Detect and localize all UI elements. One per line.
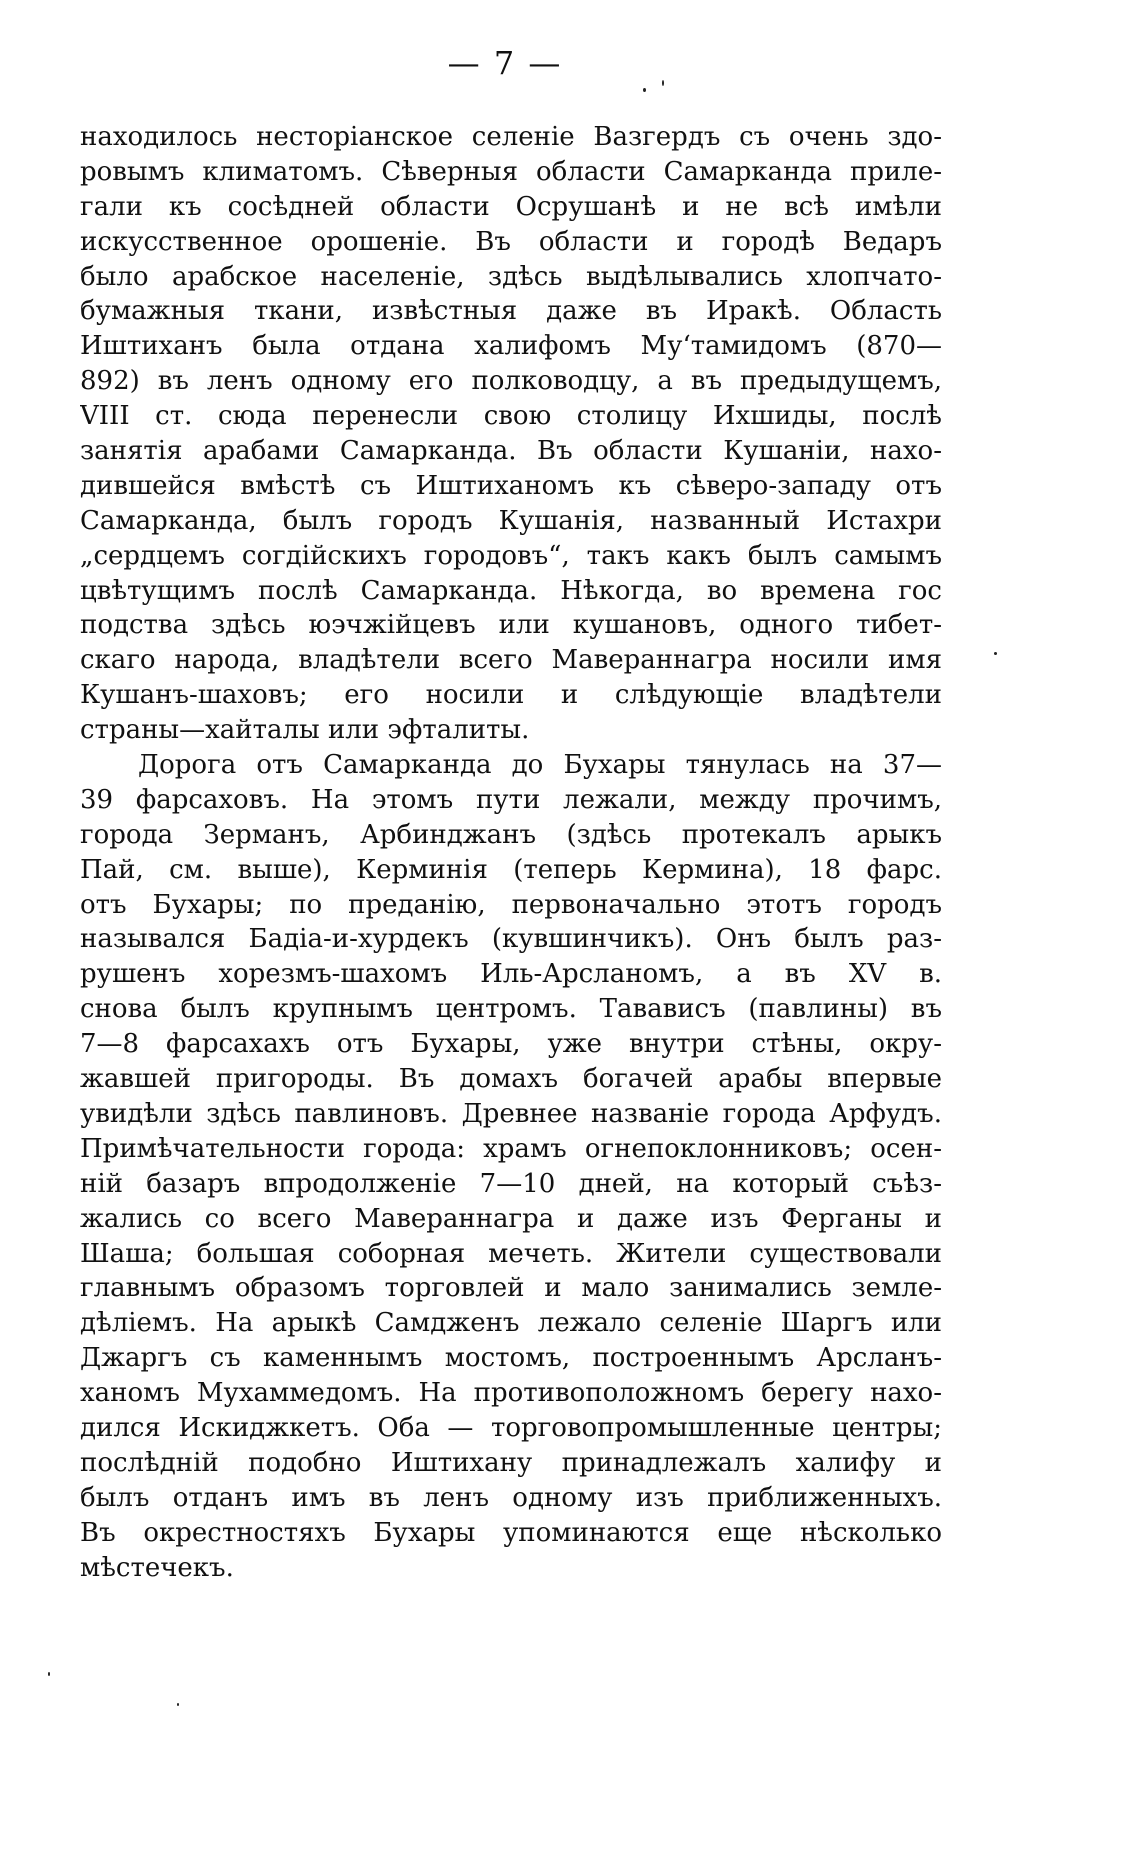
text-line: искусственное орошеніе. Въ области и городѣ Ведаръ: [80, 226, 942, 257]
text-line: Иштиханъ была отдана халифомъ Муʻтамидомъ (870—: [80, 331, 942, 362]
text-line: Самарканда, былъ городъ Кушанія, названный Истахри: [80, 505, 942, 536]
text-line: мѣстечекъ.: [80, 1552, 234, 1583]
text-line: жавшей пригороды. Въ домахъ богачей арабы впервые: [80, 1064, 942, 1095]
text-line: бумажныя ткани, извѣстныя даже въ Иракѣ. Область: [80, 296, 942, 327]
text-line: цвѣтущимъ послѣ Самарканда. Нѣкогда, во времена гос: [80, 575, 942, 606]
text-line: Джаргъ съ каменнымъ мостомъ, построеннымъ Арсланъ-: [80, 1343, 942, 1374]
text-line: 7—8 фарсахахъ отъ Бухары, уже внутри стѣны, окру-: [80, 1029, 942, 1060]
text-line: находилось несторіанское селеніе Вазгердъ съ очень здо-: [80, 122, 942, 152]
text-line: ній базаръ впродолженіе 7—10 дней, на который съѣз-: [80, 1168, 942, 1199]
text-line: рушенъ хорезмъ-шахомъ Иль-Арсланомъ, а въ XV в.: [80, 959, 942, 990]
text-line: былъ отданъ имъ въ ленъ одному изъ приближенныхъ.: [80, 1482, 942, 1513]
scan-speck: [643, 88, 646, 92]
text-line: ханомъ Мухаммедомъ. На противоположномъ берегу нахо-: [80, 1378, 942, 1409]
text-line: страны—хайталы или эфталиты.: [80, 715, 530, 746]
scan-speck: [177, 1703, 179, 1706]
text-line: VIII ст. сюда перенесли свою столицу Ихшиды, послѣ: [80, 401, 942, 432]
text-line: дился Искиджкетъ. Оба — торговопромышленные центры;: [80, 1412, 942, 1443]
text-line: Кушанъ-шаховъ; его носили и слѣдующіе владѣтели: [80, 680, 942, 711]
text-line: главнымъ образомъ торговлей и мало занимались земле-: [80, 1273, 942, 1304]
text-line: послѣдній подобно Иштихану принадлежалъ халифу и: [80, 1447, 942, 1478]
text-line: скаго народа, владѣтели всего Мавераннагра носили имя: [80, 645, 942, 676]
body-text: [80, 120, 942, 1585]
text-line: дившейся вмѣстѣ съ Иштиханомъ къ сѣверо-западу отъ: [80, 470, 942, 501]
text-line: города Зерманъ, Арбинджанъ (здѣсь протекалъ арыкъ: [80, 819, 942, 850]
text-line: увидѣли здѣсь павлиновъ. Древнее названіе города Арфудъ.: [80, 1098, 942, 1129]
text-line: гали къ сосѣдней области Осрушанѣ и не всѣ имѣли: [80, 191, 942, 222]
page-number: — 7 —: [447, 44, 563, 82]
paragraph-2: [80, 748, 942, 1585]
text-line: Въ окрестностяхъ Бухары упоминаются еще нѣсколько: [80, 1517, 942, 1548]
scan-speck: [48, 1672, 50, 1676]
text-line: „сердцемъ согдійскихъ городовъ“, такъ какъ былъ самымъ: [80, 540, 942, 571]
text-line: подства здѣсь юэчжійцевъ или кушановъ, одного тибет-: [80, 610, 942, 641]
text-line: 892) въ ленъ одному его полководцу, а въ предыдущемъ,: [80, 366, 942, 397]
text-line: снова былъ крупнымъ центромъ. Тавависъ (павлины) въ: [80, 994, 942, 1025]
text-line: назывался Бадіа-и-хурдекъ (кувшинчикъ). Онъ былъ раз-: [80, 924, 942, 955]
text-line: было арабское населеніе, здѣсь выдѣлывались хлопчато-: [80, 261, 942, 292]
text-line: 39 фарсаховъ. На этомъ пути лежали, между прочимъ,: [80, 784, 942, 815]
text-line: занятія арабами Самарканда. Въ области Кушаніи, нахо-: [80, 436, 942, 467]
scan-speck: [662, 80, 664, 86]
paragraph-1: [80, 120, 942, 748]
text-line: Дорога отъ Самарканда до Бухары тянулась на 37—: [138, 750, 942, 781]
text-line: отъ Бухары; по преданію, первоначально этотъ городъ: [80, 889, 942, 920]
text-line: Примѣчательности города: храмъ огнепоклонниковъ; осен-: [80, 1133, 942, 1164]
text-line: Шаша; большая соборная мечеть. Жители существовали: [80, 1238, 942, 1269]
scan-speck: [994, 652, 997, 655]
text-line: жались со всего Мавераннагра и даже изъ Ферганы и: [80, 1203, 942, 1234]
text-line: Пай, см. выше), Керминія (теперь Кермина), 18 фарс.: [80, 854, 942, 885]
text-line: ровымъ климатомъ. Сѣверныя области Самарканда приле-: [80, 156, 942, 187]
text-line: дѣліемъ. На арыкѣ Самдженъ лежало селеніе Шаргъ или: [80, 1308, 942, 1339]
